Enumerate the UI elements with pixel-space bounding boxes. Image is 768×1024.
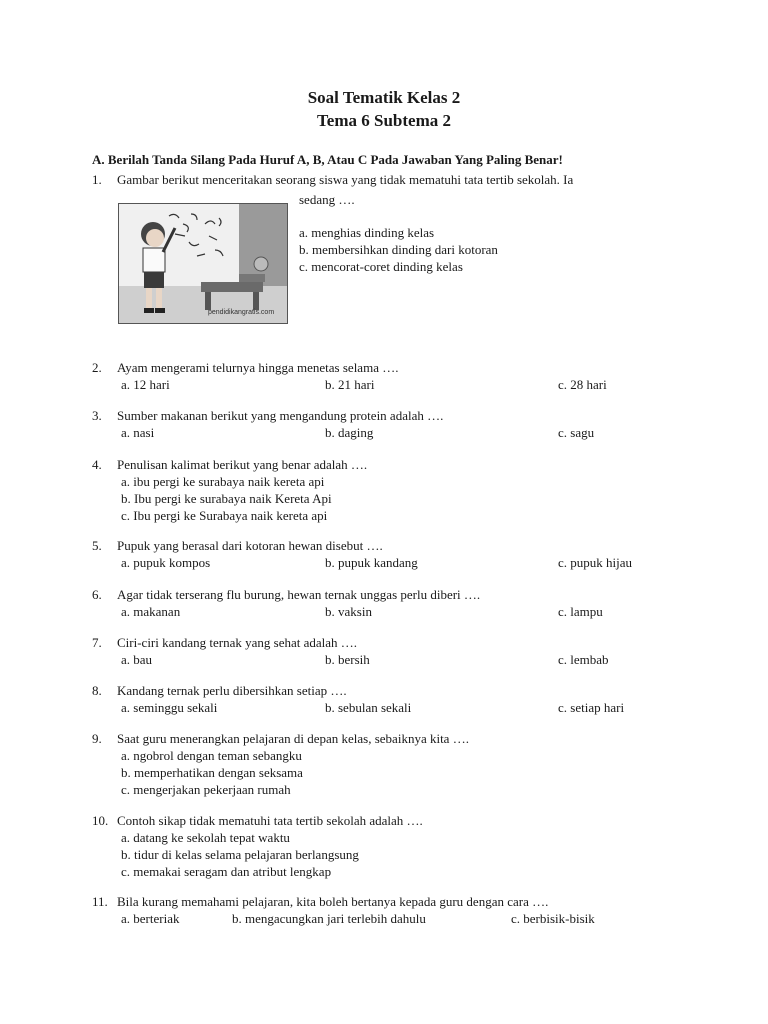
question-number: 7. (92, 635, 102, 650)
question-number: 6. (92, 587, 102, 602)
option-b[interactable]: b. 21 hari (325, 377, 375, 392)
option-c[interactable]: c. pupuk hijau (558, 555, 633, 570)
question-text: Gambar berikut menceritakan seorang siswa yang tidak mematuhi tata tertib sekolah. Ia (117, 172, 574, 187)
option-a[interactable]: a. berteriak (121, 911, 180, 926)
option-b[interactable]: b. membersihkan dinding dari kotoran (299, 242, 498, 257)
question-text: Pupuk yang berasal dari kotoran hewan disebut …. (117, 538, 383, 553)
question-text: Ayam mengerami telurnya hingga menetas selama …. (117, 360, 399, 375)
option-c[interactable]: c. setiap hari (558, 700, 625, 715)
question-text: Bila kurang memahami pelajaran, kita boleh bertanya kepada guru dengan cara …. (117, 894, 549, 909)
option-c[interactable]: c. lampu (558, 604, 603, 619)
option-b[interactable]: b. memperhatikan dengan seksama (121, 765, 303, 780)
question-number: 4. (92, 457, 102, 472)
page-title: Soal Tematik Kelas 2 (307, 88, 461, 107)
option-c[interactable]: c. 28 hari (558, 377, 607, 392)
option-c[interactable]: c. memakai seragam dan atribut lengkap (121, 864, 332, 879)
question-text: Agar tidak terserang flu burung, hewan ternak unggas perlu diberi …. (117, 587, 481, 602)
option-b[interactable]: b. mengacungkan jari terlebih dahulu (232, 911, 426, 926)
question-number: 9. (92, 731, 102, 746)
illustration-boy-scribbling-wall (118, 203, 288, 324)
option-c[interactable]: c. mengerjakan pekerjaan rumah (121, 782, 291, 797)
question-number: 5. (92, 538, 102, 553)
page-subtitle: Tema 6 Subtema 2 (317, 111, 451, 130)
question-number: 1. (92, 172, 102, 187)
question-number: 8. (92, 683, 102, 698)
option-a[interactable]: a. makanan (121, 604, 181, 619)
question-text: Saat guru menerangkan pelajaran di depan kelas, sebaiknya kita …. (117, 731, 469, 746)
question-number: 2. (92, 360, 102, 375)
question-text: Contoh sikap tidak mematuhi tata tertib sekolah adalah …. (117, 813, 423, 828)
option-a[interactable]: a. nasi (121, 425, 155, 440)
option-b[interactable]: b. daging (325, 425, 374, 440)
option-c[interactable]: c. lembab (558, 652, 609, 667)
option-b[interactable]: b. vaksin (325, 604, 372, 619)
option-c[interactable]: c. sagu (558, 425, 595, 440)
option-a[interactable]: a. ngobrol dengan teman sebangku (121, 748, 302, 763)
option-a[interactable]: a. menghias dinding kelas (299, 225, 435, 240)
option-c[interactable]: c. Ibu pergi ke Surabaya naik kereta api (121, 508, 328, 523)
option-b[interactable]: b. sebulan sekali (325, 700, 412, 715)
question-number: 11. (92, 894, 108, 909)
question-text: Kandang ternak perlu dibersihkan setiap …. (117, 683, 347, 698)
question-text-continued: sedang …. (299, 192, 355, 207)
question-text: Ciri-ciri kandang ternak yang sehat adalah …. (117, 635, 358, 650)
option-a[interactable]: a. ibu pergi ke surabaya naik kereta api (121, 474, 325, 489)
question-text: Penulisan kalimat berikut yang benar adalah …. (117, 457, 368, 472)
question-text: Sumber makanan berikut yang mengandung protein adalah …. (117, 408, 444, 423)
option-a[interactable]: a. seminggu sekali (121, 700, 218, 715)
option-a[interactable]: a. bau (121, 652, 153, 667)
option-a[interactable]: a. pupuk kompos (121, 555, 211, 570)
option-b[interactable]: b. pupuk kandang (325, 555, 418, 570)
option-c[interactable]: c. berbisik-bisik (511, 911, 595, 926)
option-b[interactable]: b. Ibu pergi ke surabaya naik Kereta Api (121, 491, 332, 506)
section-a-instruction: A. Berilah Tanda Silang Pada Huruf A, B, Atau C Pada Jawaban Yang Paling Benar! (92, 152, 563, 167)
question-number: 3. (92, 408, 102, 423)
image-watermark: pendidikangratis.com (208, 309, 275, 316)
option-a[interactable]: a. 12 hari (121, 377, 170, 392)
option-c[interactable]: c. mencorat-coret dinding kelas (299, 259, 463, 274)
option-b[interactable]: b. bersih (325, 652, 370, 667)
option-a[interactable]: a. datang ke sekolah tepat waktu (121, 830, 290, 845)
option-b[interactable]: b. tidur di kelas selama pelajaran berlangsung (121, 847, 359, 862)
question-number: 10. (92, 813, 109, 828)
